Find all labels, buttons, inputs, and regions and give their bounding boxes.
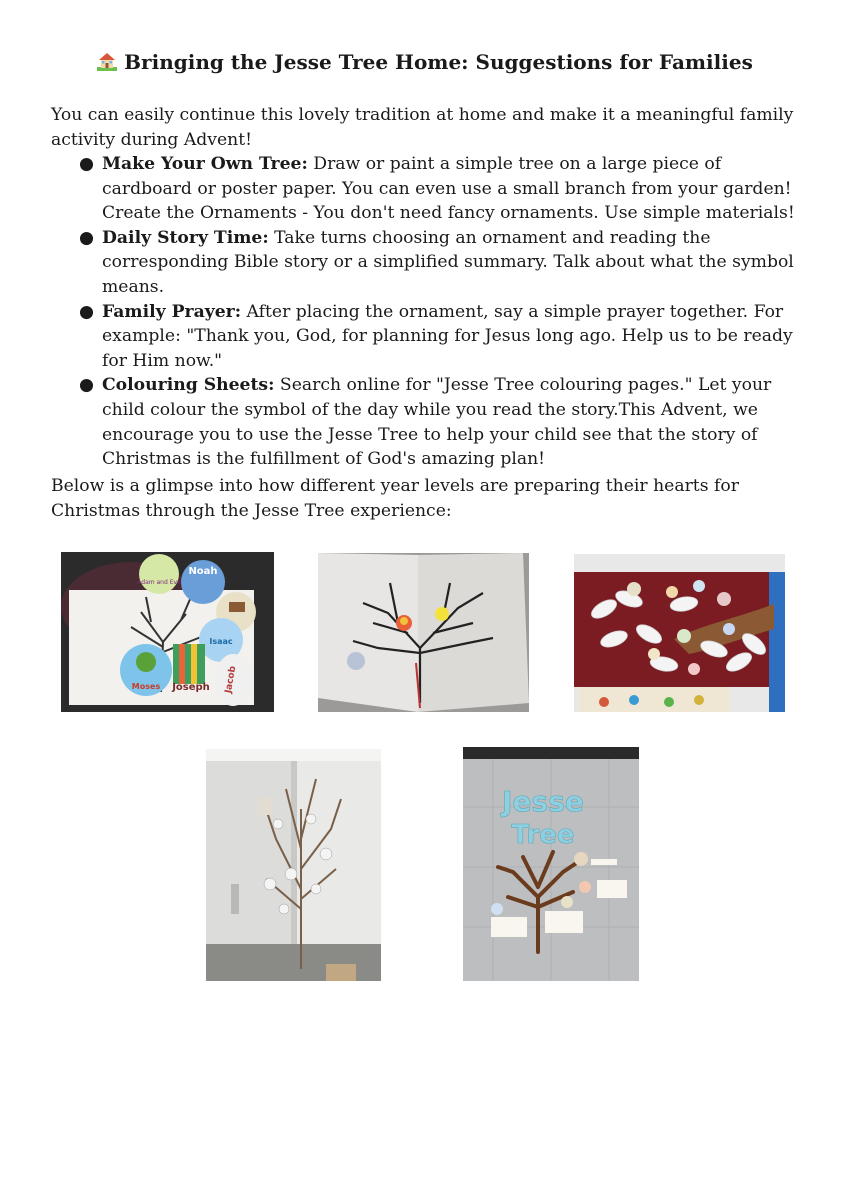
gallery-intro: Below is a glimpse into how different year levels are preparing their hearts for Christmas through the Jesse Tree experience: (51, 476, 739, 521)
photo-board-leaf-tree (574, 554, 785, 712)
tip-heading: Family Prayer: (102, 301, 242, 322)
display-title-jesse: Jesse (502, 785, 584, 818)
tip-heading: Make Your Own Tree: (102, 154, 308, 174)
bullet: ● (79, 227, 94, 248)
tip-heading: Colouring Sheets: (102, 375, 275, 396)
photo-marker-tree (318, 553, 529, 712)
ornament-label: Isaac (209, 637, 233, 646)
tip-text: After placing the ornament, say a simple prayer together. For example: "Thank you, God, for planning for Jesus long ago. Help us to be ready for Him now." (102, 301, 793, 371)
photo-jesse-tree-display (463, 747, 639, 981)
photo-ornament-tree-drawing (61, 552, 274, 712)
bullet: ● (79, 301, 94, 322)
tip-text: Search online for "Jesse Tree colouring pages." Let your child colour the symbol of the day while you read the story.This Advent, we encourage you to use the Jesse Tree to help your child see that the story of Christmas is the fulfillment of God's amazing plan! (102, 375, 772, 470)
tip-text: Draw or paint a simple tree on a large piece of cardboard or poster paper. You can even use a small branch from your garden! Create the Ornaments - You don't need fancy ornaments. Use simple materials! (102, 154, 795, 224)
ornament-label: Jacob (223, 665, 239, 695)
list-item (51, 152, 801, 226)
intro-paragraph: You can easily continue this lovely tradition at home and make it a meaningful family activity during Advent! (51, 105, 794, 150)
tip-heading: Daily Story Time: (102, 227, 269, 248)
photo-branch-tree (206, 749, 381, 981)
display-title-tree: Tree (511, 820, 575, 850)
tips-list (51, 152, 801, 472)
bullet: ● (79, 375, 94, 396)
ornament-label: Noah (188, 566, 218, 577)
list-item (51, 226, 801, 300)
ornament-label: Joseph (172, 682, 210, 693)
list-item (51, 300, 801, 374)
ornament-label: Adam and Eve (137, 579, 181, 586)
page-title (0, 50, 849, 74)
house-icon (96, 50, 118, 72)
ornament-label: Moses (131, 682, 161, 691)
bullet: ● (79, 154, 94, 174)
title-text: Bringing the Jesse Tree Home: Suggestions for Families (124, 50, 753, 74)
list-item (51, 373, 801, 471)
tip-text: Take turns choosing an ornament and reading the corresponding Bible story or a simplified summary. Talk about what the symbol means. (102, 227, 794, 297)
